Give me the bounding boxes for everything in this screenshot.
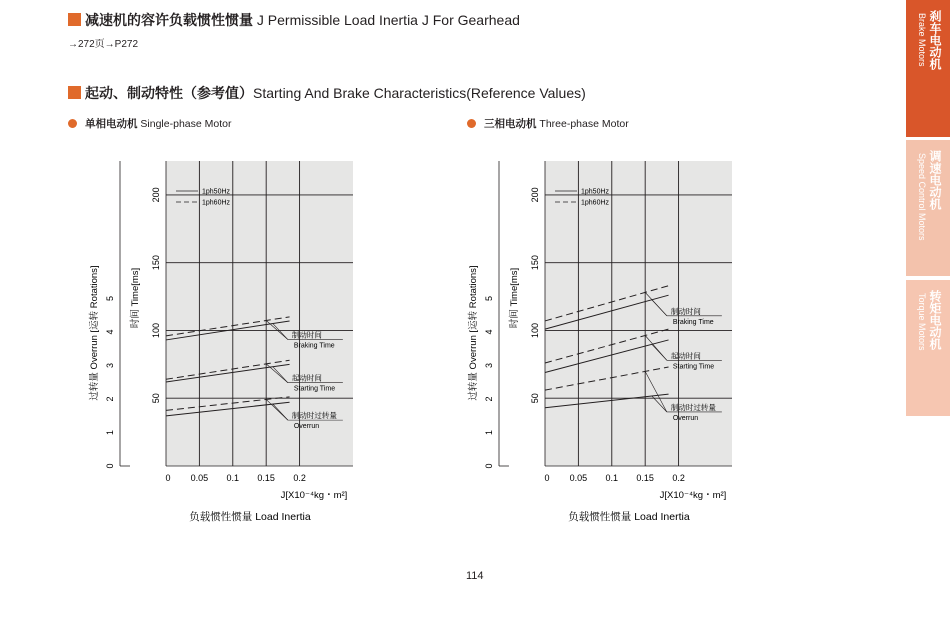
orange-square-icon <box>68 13 81 26</box>
annotation-label-zh: 起动时间 <box>670 351 701 361</box>
title-zh: 减速机的容许负载惯性惯量 <box>85 12 253 28</box>
y-overrun-tick-label: 1 <box>105 429 115 436</box>
y-time-tick-label: 100 <box>151 322 161 338</box>
bullet-dot-icon <box>68 119 77 128</box>
y-overrun-tick-label: 0 <box>484 463 494 469</box>
tab-label-zh: 调速电动机 <box>928 150 942 210</box>
annotation-label-en: Overrun <box>672 414 699 422</box>
y-overrun-tick-label: 5 <box>105 295 115 302</box>
x-tick-label: 0 <box>544 473 550 483</box>
section-title-zh: 起动、制动特性（参考值） <box>85 85 253 101</box>
x-tick-label: 0 <box>165 473 171 483</box>
subtitle-en: Three-phase Motor <box>539 118 629 130</box>
side-tab-speed-control-motors[interactable] <box>906 140 950 276</box>
side-tab-torque-motors[interactable] <box>906 280 950 416</box>
x-tick-label: 0.2 <box>672 473 685 483</box>
x-tick-label: 0.15 <box>257 473 275 483</box>
annotation-label-zh: 制动时间 <box>291 330 322 340</box>
orange-square-icon <box>68 86 81 99</box>
page-reference[interactable]: →272页→P272 <box>68 39 139 50</box>
x-axis-caption: 负载惯性惯量 Load Inertia <box>568 511 690 523</box>
tab-label-en: Speed Control Motors <box>917 153 927 241</box>
y-overrun-tick-label: 0 <box>105 463 115 469</box>
annotation-label-en: Braking Time <box>293 342 335 350</box>
legend-label: 1ph50Hz <box>202 188 231 196</box>
x-tick-label: 0.05 <box>569 473 588 483</box>
tab-label-zh: 刹车电动机 <box>928 10 942 70</box>
y-overrun-tick-label: 4 <box>105 329 115 335</box>
x-tick-label: 0.1 <box>605 473 619 483</box>
title-en: J Permissible Load Inertia J For Gearhead <box>256 12 520 28</box>
chart-subtitle-single-phase <box>68 116 231 131</box>
y-time-tick-label: 100 <box>530 322 540 338</box>
y-time-axis-title: 时间 Time[ms] <box>509 267 520 329</box>
legend-label: 1ph60Hz <box>202 199 231 207</box>
y-time-tick-label: 200 <box>530 187 540 203</box>
y-time-axis-title: 时间 Time[ms] <box>130 267 141 329</box>
x-tick-label: 0.1 <box>226 473 240 483</box>
annotation-label-zh: 制动时过转量 <box>291 411 337 421</box>
y-overrun-axis-title: 过转量 Overrun [运转 Rotations] <box>468 265 479 401</box>
chart-three-phase <box>379 160 849 530</box>
x-tick-label: 0.05 <box>190 473 209 483</box>
legend-label: 1ph50Hz <box>581 188 610 196</box>
y-overrun-axis-title: 过转量 Overrun [运转 Rotations] <box>89 265 100 401</box>
subtitle-en: Single-phase Motor <box>140 118 232 130</box>
y-time-tick-label: 150 <box>530 255 540 271</box>
y-overrun-tick-label: 1 <box>484 429 494 436</box>
tab-label-zh: 转矩电动机 <box>928 290 942 350</box>
y-time-tick-label: 50 <box>530 393 540 404</box>
tab-label-en: Brake Motors <box>917 13 927 67</box>
y-time-tick-label: 50 <box>151 393 161 404</box>
x-tick-label: 0.15 <box>636 473 654 483</box>
section-title-inertia <box>68 10 520 30</box>
subtitle-zh: 三相电动机 <box>484 118 537 130</box>
section-title-characteristics <box>68 83 586 103</box>
annotation-label-en: Braking Time <box>672 318 714 326</box>
bullet-dot-icon <box>467 119 476 128</box>
subtitle-zh: 单相电动机 <box>85 118 138 130</box>
annotation-label-en: Overrun <box>293 423 320 431</box>
plot-background <box>545 161 732 466</box>
x-axis-unit-label: J[X10⁻⁴kg・m²] <box>280 490 348 501</box>
annotation-label-zh: 制动时过转量 <box>670 402 716 412</box>
side-tab-brake-motors[interactable] <box>906 0 950 137</box>
y-time-tick-label: 150 <box>151 255 161 271</box>
y-overrun-tick-label: 3 <box>484 362 494 369</box>
page-number: 114 <box>466 570 484 582</box>
x-axis-unit-label: J[X10⁻⁴kg・m²] <box>659 490 727 501</box>
legend-label: 1ph60Hz <box>581 199 610 207</box>
chart-subtitle-three-phase <box>467 116 629 131</box>
x-axis-caption: 负载惯性惯量 Load Inertia <box>189 511 311 523</box>
x-tick-label: 0.2 <box>293 473 306 483</box>
y-overrun-tick-label: 4 <box>484 329 494 335</box>
annotation-label-en: Starting Time <box>293 385 336 393</box>
y-overrun-tick-label: 2 <box>105 396 115 402</box>
y-time-tick-label: 200 <box>151 187 161 203</box>
y-overrun-tick-label: 3 <box>105 362 115 369</box>
y-overrun-tick-label: 2 <box>484 396 494 402</box>
annotation-label-zh: 起动时间 <box>291 373 322 383</box>
section-title-en: Starting And Brake Characteristics(Reference Values) <box>253 85 586 101</box>
y-overrun-tick-label: 5 <box>484 295 494 302</box>
annotation-label-zh: 制动时间 <box>670 306 701 316</box>
tab-label-en: Torque Motors <box>917 293 927 351</box>
annotation-label-en: Starting Time <box>672 363 715 371</box>
